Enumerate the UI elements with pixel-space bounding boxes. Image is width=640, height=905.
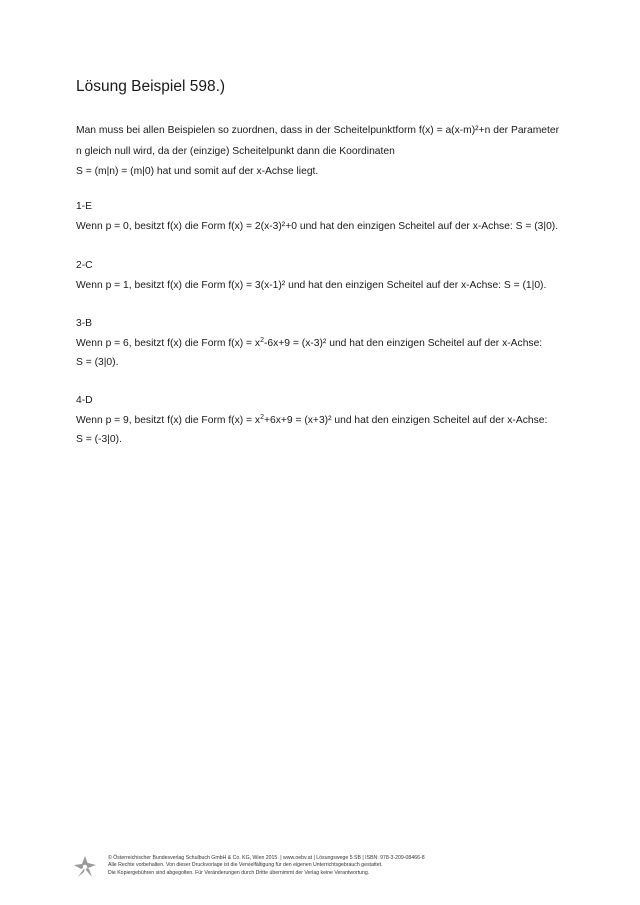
footer-line: Die Kopiergebühren sind abgegolten. Für Veränderungen durch Dritte übernimmt der Verlag keine Verantwortung. bbox=[108, 869, 370, 876]
copyright-notice bbox=[108, 855, 425, 877]
section-line bbox=[76, 353, 596, 373]
section-heading: 3-B bbox=[76, 318, 93, 329]
footer-line: Alle Rechte vorbehalten. Von dieser Druckvorlage ist die Vervielfältigung für den eigenen Unterrichtsgebrauch gestattet. bbox=[108, 862, 383, 869]
page-title: Lösung Beispiel 598.) bbox=[76, 78, 226, 95]
solution-section-4 bbox=[76, 391, 596, 450]
section-line bbox=[76, 276, 596, 296]
intro-line: Man muss bei allen Beispielen so zuordnen, dass in der Scheitelpunktform f(x) = a(x-m)²+n der Parameter bbox=[76, 125, 560, 136]
line-text: Wenn p = 1, besitzt f(x) die Form f(x) = 3(x-1)² und hat den einzigen Scheitel auf der x-Achse: S = (1|0). bbox=[76, 279, 547, 291]
line-text: Wenn p = 9, besitzt f(x) die Form f(x) = x bbox=[76, 414, 261, 426]
solution-section-2 bbox=[76, 256, 596, 295]
line-text: S = (-3|0). bbox=[76, 434, 122, 445]
page-footer bbox=[72, 852, 552, 882]
section-heading: 4-D bbox=[76, 395, 93, 406]
line-text: Wenn p = 6, besitzt f(x) die Form f(x) = x bbox=[76, 337, 261, 349]
line-text: S = (3|0). bbox=[76, 357, 119, 368]
intro-paragraph bbox=[76, 121, 596, 183]
solution-section-3 bbox=[76, 314, 596, 373]
exponent: 2 bbox=[260, 336, 264, 344]
section-heading: 1-E bbox=[76, 201, 93, 212]
line-text: +6x+9 = (x+3)² und hat den einzigen Scheitel auf der x-Achse: bbox=[263, 414, 548, 426]
exponent: 2 bbox=[260, 413, 264, 421]
footer-line: © Österreichischer Bundesverlag Schulbuch GmbH & Co. KG, Wien 2015. | www.oebv.at | Lösungswege 5 SB | ISBN: 978-3-209-08466-8 bbox=[108, 855, 425, 861]
section-line bbox=[76, 217, 596, 237]
section-heading: 2-C bbox=[76, 260, 93, 271]
intro-line: S = (m|n) = (m|0) hat und somit auf der x-Achse liegt. bbox=[76, 166, 319, 177]
line-text: Wenn p = 0, besitzt f(x) die Form f(x) = 2(x-3)²+0 und hat den einzigen Scheitel auf der x-Achse: S = (3|0). bbox=[76, 220, 559, 232]
section-line bbox=[76, 334, 596, 354]
publisher-logo-icon bbox=[72, 854, 98, 880]
section-line bbox=[76, 430, 596, 450]
line-text: -6x+9 = (x-3)² und hat den einzigen Scheitel auf der x-Achse: bbox=[263, 337, 543, 349]
solution-section-1 bbox=[76, 197, 596, 236]
section-line bbox=[76, 411, 596, 431]
intro-line: n gleich null wird, da der (einzige) Scheitelpunkt dann die Koordinaten bbox=[76, 145, 395, 157]
